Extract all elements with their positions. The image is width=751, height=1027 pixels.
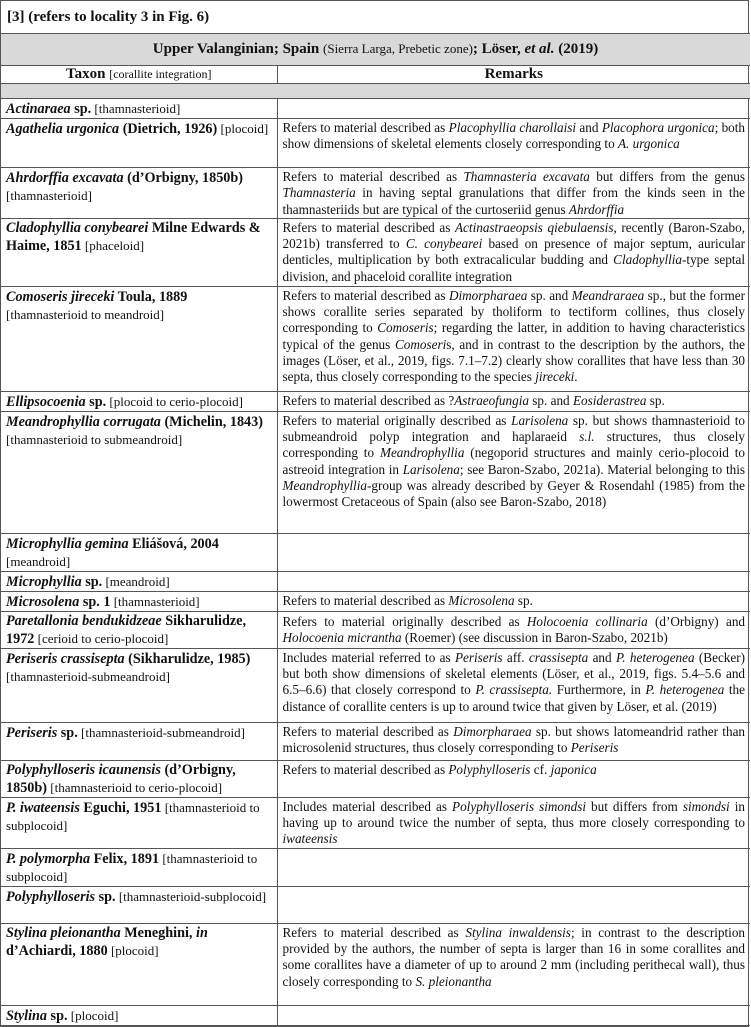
text-run: [thamnasterioid] [91, 101, 181, 116]
text-run: Refers to material described as [282, 924, 466, 940]
text-run: sp. and [527, 287, 572, 303]
text-run: [meandroid] [6, 553, 71, 569]
remarks-cell [277, 886, 750, 923]
text-run: aff. [502, 649, 529, 665]
text-run: structures, thus closely corresponding to [282, 429, 746, 461]
taxon-cell [1, 760, 277, 797]
text-run: Refers to material originally described as [282, 614, 527, 630]
text-run: Actinaraea [6, 101, 71, 117]
text-run: Refers to material described as [282, 287, 449, 303]
text-run: S. pleionantha [415, 973, 492, 989]
text-run: Meandrophyllia [379, 445, 465, 461]
text-run: Ellipsocoenia [6, 393, 86, 410]
table-row [1, 571, 750, 591]
taxon-cell [1, 722, 277, 760]
taxa-table [1, 1, 750, 1026]
text-run: simondsi [682, 798, 730, 814]
text-run: [thamnasterioid-submeandroid] [77, 724, 245, 740]
text-run: the distance of corallite centers is up to around twice that given by Löser, et al. (2019) [282, 682, 745, 714]
text-run: [meandroid] [102, 573, 170, 589]
text-run: [thamnasterioid to subplocoid] [6, 799, 260, 833]
text-run: Actinastraeopsis qiebulaensis [455, 219, 614, 235]
text-run: Meandrophyllia [282, 478, 367, 494]
text-run: sp. [85, 393, 107, 410]
text-run: Polyphylloseris [448, 761, 531, 777]
text-run: sp., but the former shows corallite series separated by tholiform to tectiform collines, thus closely corresponding to [282, 287, 746, 336]
text-run: Meandraraea [571, 287, 645, 303]
text-run: Larisolena [511, 412, 569, 428]
text-run: Periseris [6, 724, 58, 741]
text-run: Upper Valanginian; Spain [152, 41, 324, 58]
text-run: Microsolena [6, 593, 80, 610]
text-run: Refers to material described as [282, 761, 449, 777]
text-run: [plocoid] [217, 121, 269, 136]
text-run: japonica [550, 761, 597, 777]
text-run: (d’Orbigny, 1850b) [6, 761, 236, 796]
taxon-cell [1, 648, 277, 722]
text-run: based on presence of major septum, auricular denticles, multiplication by both extracalicular budding and [282, 236, 746, 268]
text-run: Periseris crassisepta [6, 650, 125, 667]
remarks-cell [277, 168, 750, 219]
text-run: Refers to material described as [282, 592, 449, 608]
text-run: Refers to material described as [282, 169, 464, 184]
column-header-remarks: Remarks [277, 66, 750, 84]
remarks-cell [277, 760, 750, 797]
text-run: (Michelin, 1843) [160, 413, 263, 430]
table-row [1, 797, 750, 848]
remarks-cell [277, 648, 750, 722]
text-run: et al. [524, 41, 555, 58]
table-row [1, 886, 750, 923]
text-run: Milne Edwards & Haime, 1851 [6, 219, 261, 254]
text-run: Astraeofungia [454, 392, 529, 408]
text-run: sp. [57, 724, 78, 741]
text-run: P. polymorpha [6, 850, 91, 867]
text-run: Polyphylloseris icaunensis [6, 761, 161, 778]
table-title: [3] (refers to locality 3 in Fig. 6) [1, 1, 750, 34]
text-run: in having up to around twice the number of septa, thus more closely corresponding to [282, 798, 746, 831]
taxon-cell [1, 533, 277, 571]
remarks-cell [277, 218, 750, 286]
text-run: ; both show dimensions of skeletal elements closely corresponding to [282, 120, 746, 152]
taxon-cell [1, 286, 277, 391]
text-run: Placophora urgonica [601, 120, 715, 135]
text-run: iwateensis [282, 831, 338, 847]
text-run: s.l. [579, 429, 595, 445]
taxon-cell [1, 119, 277, 168]
table-row [1, 286, 750, 391]
column-header-row [1, 66, 750, 84]
text-run: crassisepta [528, 649, 589, 665]
text-run: sp. [646, 392, 665, 408]
text-run: [thamnasterioid-submeandroid] [6, 668, 170, 684]
text-run: Eosiderastrea [572, 392, 647, 408]
text-run: Thamnasteria excavata [463, 169, 590, 184]
text-run: Meandrophyllia corrugata [6, 413, 161, 430]
text-run: [thamnasterioid to subplocoid] [6, 850, 258, 884]
taxon-cell [1, 1005, 277, 1025]
text-run: in [196, 924, 208, 941]
text-run: Stylina inwaldensis [465, 924, 571, 940]
text-run: s, and in contrast to the description by the authors, the images (Löser, et al., 2019, figs. 7.1–7.2) clearly show corallites that have less than 30 septa, thus closely corresponding to the species [282, 336, 746, 385]
text-run: sp. [514, 592, 533, 608]
taxon-cell [1, 571, 277, 591]
text-run: Larisolena [402, 461, 460, 477]
taxon-cell [1, 391, 277, 411]
text-run: Includes material described as [282, 798, 453, 814]
text-run: [thamnasterioid to cerio-plocoid] [47, 779, 223, 795]
text-run: (2019) [554, 41, 599, 58]
taxon-cell [1, 611, 277, 648]
text-run: (Dietrich, 1926) [119, 121, 218, 137]
text-run: [thamnasterioid to submeandroid] [6, 431, 183, 447]
text-run: Dimorpharaea [453, 723, 532, 739]
table-row [1, 119, 750, 168]
taxon-cell [1, 797, 277, 848]
text-run: and [576, 120, 602, 135]
text-run: Periseris [454, 649, 503, 665]
table-row [1, 591, 750, 611]
text-run: [thamnasterioid] [110, 593, 200, 609]
column-header-taxon [1, 66, 277, 84]
text-run: Polyphylloseris simondsi [452, 798, 587, 814]
table-row [1, 648, 750, 722]
remarks-cell [277, 923, 750, 1005]
text-run: Periseris [570, 740, 619, 756]
text-run: ; see Baron-Szabo, 2021a). Material belonging to this [459, 461, 746, 477]
text-run: (d’Orbigny) and [647, 614, 746, 630]
text-run: -group was already described by Geyer & Rosendahl (1985) from the lowermost Cretaceous of Spain (also see Baron-Szabo, 2018) [282, 478, 746, 510]
remarks-cell [277, 722, 750, 760]
text-run: Refers to material described as [282, 120, 449, 135]
text-run: Microphyllia [6, 573, 82, 590]
text-run: Holocoenia collinaria [526, 614, 648, 630]
text-run: Refers to material described as [282, 723, 454, 739]
table-title-row [1, 1, 750, 34]
text-run: Felix, 1891 [90, 850, 160, 867]
taxon-label: Taxon [65, 66, 106, 82]
text-run: Microphyllia gemina [6, 535, 129, 552]
text-run: [plocoid] [107, 942, 159, 958]
text-run: Refers to material described as ? [282, 392, 455, 408]
text-run: Placophyllia charollaisi [448, 120, 577, 135]
text-run: Thamnasteria [282, 185, 356, 201]
table-row [1, 391, 750, 411]
text-run: Comoseris [377, 320, 434, 336]
text-run: sp. but shows latomeandrid rather than microsolenid structures, thus closely corresponding to [282, 723, 746, 756]
remarks-cell [277, 411, 750, 533]
text-run: Agathelia urgonica [6, 121, 120, 137]
text-run: and [588, 649, 616, 665]
text-run: Ahrdorffia excavata [6, 170, 124, 186]
text-run: , recently (Baron-Szabo, 2021b) transferred to [282, 219, 746, 252]
taxon-cell [1, 99, 277, 119]
table-row [1, 218, 750, 286]
text-run: jireceki [535, 369, 575, 385]
remarks-cell [277, 1005, 750, 1025]
taxon-cell [1, 168, 277, 219]
table-row [1, 611, 750, 648]
remarks-cell [277, 848, 750, 886]
text-run: ; in contrast to the description provided by the authors, the number of septa is larger than 16 in some corallites and some corallites have a diameter of up to around 2 mm (including perithecal wall), thus closely corresponding to [282, 924, 746, 989]
text-run: but differs from [586, 798, 683, 814]
text-run: sp. 1 [79, 593, 111, 610]
text-run: Holocoenia micrantha [282, 630, 402, 646]
text-run: Toula, 1889 [114, 288, 188, 305]
table-row [1, 168, 750, 219]
text-run: [thamnasterioid to meandroid] [6, 306, 165, 322]
text-run: (Roemer) (see discussion in Baron-Szabo, 2021b) [401, 630, 668, 646]
text-run: (Sikharulidze, 1985) [124, 650, 251, 667]
text-run: but differs from the genus [589, 169, 746, 184]
text-run: Comoseris jireceki [6, 288, 115, 305]
text-run: in having septal granulations that differ from the kinds seen in the thamnasteriids but are typical of the curtoseriid genus [282, 185, 746, 217]
taxon-cell [1, 886, 277, 923]
text-run: Eguchi, 1951 [79, 799, 162, 816]
table-row [1, 760, 750, 797]
remarks-cell [277, 797, 750, 848]
locality-header [1, 34, 750, 66]
taxon-cell [1, 848, 277, 886]
table-row [1, 722, 750, 760]
text-run: P. heterogenea [645, 682, 725, 698]
text-run: [cerioid to cerio-plocoid] [34, 630, 169, 646]
remarks-cell [277, 533, 750, 571]
remarks-cell [277, 286, 750, 391]
taxon-cell [1, 591, 277, 611]
text-run: sp. and [528, 392, 573, 408]
table-row [1, 411, 750, 533]
text-run: sp. [47, 1007, 68, 1024]
text-run: Refers to material originally described as [282, 412, 512, 428]
taxon-cell [1, 411, 277, 533]
text-run: d’Achiardi, 1880 [6, 942, 108, 959]
taxon-cell [1, 218, 277, 286]
text-run: [plocoid to cerio-plocoid] [106, 393, 243, 409]
text-run: -type septal division, and phaceloid corallite integration [282, 252, 746, 284]
text-run: sp. [81, 573, 103, 590]
text-run: Ahrdorffia [568, 201, 625, 217]
text-run: Stylina pleionantha [6, 924, 121, 941]
taxon-cell [1, 923, 277, 1005]
text-run: A. urgonica [617, 136, 680, 152]
text-run: ; Löser, [472, 41, 525, 58]
text-run: P. crassisepta. [475, 682, 553, 698]
table-row [1, 99, 750, 119]
text-run: [plocoid] [67, 1007, 119, 1023]
text-run: C. conybearei [405, 236, 483, 252]
text-run: Refers to material described as [282, 219, 455, 235]
text-run: ; regarding the latter, in addition to having characteristics typical of the genus [282, 320, 745, 352]
text-run: [phaceloid] [81, 237, 145, 253]
text-run: (Becker) but both show dimensions of skeletal elements (Löser, et al., 2019, figs. 5.4–5.6 and 6.5–6.6) that closely correspond to [282, 649, 746, 698]
text-run: Polyphylloseris [6, 888, 96, 905]
table-row [1, 533, 750, 571]
spacer-cell [1, 84, 750, 99]
text-run: Cladophyllia conybearei [6, 219, 149, 236]
remarks-cell [277, 591, 750, 611]
text-run: Meneghini, [120, 924, 196, 941]
text-run: (Sierra Larga, Prebetic zone) [323, 41, 473, 57]
text-run: . [574, 369, 578, 385]
text-run: Stylina [6, 1007, 47, 1024]
table-row [1, 1005, 750, 1025]
text-run: Paretallonia bendukidzeae [6, 612, 162, 629]
text-run: P. heterogenea [615, 649, 695, 665]
text-run: Cladophyllia [613, 252, 683, 268]
text-run: Dimorpharaea [448, 287, 528, 303]
remarks-cell [277, 391, 750, 411]
text-run: Sikharulidze, 1972 [6, 612, 247, 647]
locality-header-row [1, 34, 750, 66]
text-run: sp. but shows thamnasterioid to submeandroid polyp integration and haplaraeid [282, 412, 746, 445]
remarks-cell [277, 611, 750, 648]
text-run: Comoseri [394, 336, 447, 352]
table-row [1, 848, 750, 886]
text-run: P. iwateensis [6, 799, 80, 816]
text-run: Furthermore, in [552, 682, 646, 698]
text-run: [thamnasterioid] [6, 188, 92, 203]
remarks-cell [277, 119, 750, 168]
table-row [1, 923, 750, 1005]
text-run: sp. [95, 888, 116, 905]
remarks-cell [277, 99, 750, 119]
text-run: cf. [530, 761, 551, 777]
text-run: Microsolena [448, 592, 515, 608]
spacer-row [1, 84, 750, 99]
text-run: (d’Orbigny, 1850b) [123, 170, 244, 186]
text-run: sp. [70, 101, 92, 117]
remarks-cell [277, 571, 750, 591]
text-run: Eliášová, 2004 [128, 535, 219, 552]
text-run: (negoporid structures and mainly cerio-plocoid to astreoid integration in [282, 445, 746, 477]
taxon-sublabel: [corallite integration] [109, 67, 212, 81]
text-run: [thamnasterioid-subplocoid] [115, 888, 267, 904]
text-run: Includes material referred to as [282, 649, 455, 665]
